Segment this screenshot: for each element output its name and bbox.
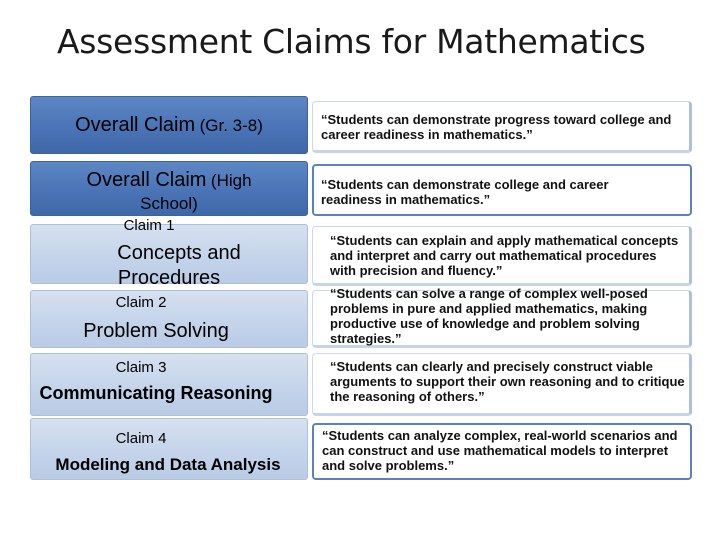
claim-1-statement-box bbox=[312, 226, 692, 286]
overall-claim-high-school-statement-box bbox=[312, 164, 692, 216]
claim-1-number: Claim 1 bbox=[123, 217, 175, 234]
claim-2-statement: “Students can solve a range of complex well-posed problems in pure and applied mathematics, making productive use of knowledge and problem solving strategies.” bbox=[330, 286, 648, 346]
claim-3-name: Communicating Reasoning bbox=[39, 383, 273, 403]
overall-claim-hs-grade-cont: School) bbox=[140, 194, 198, 213]
claim-2-number: Claim 2 bbox=[115, 294, 167, 311]
overall-claim-hs-label: Overall Claim bbox=[86, 169, 207, 191]
claim-3-box bbox=[30, 353, 308, 416]
claim-4-box bbox=[30, 418, 308, 480]
claim-3-statement: “Students can clearly and precisely construct viable arguments to support their own reasoning and to critique the reasoning of others.” bbox=[330, 359, 685, 404]
overall-claim-gr3-8-statement-box bbox=[312, 101, 692, 153]
claim-1-name-line1: Concepts and bbox=[117, 242, 241, 264]
claim-4-number: Claim 4 bbox=[115, 430, 167, 447]
claim-3-number: Claim 3 bbox=[115, 359, 167, 376]
overall-claim-grade: (Gr. 3-8) bbox=[199, 116, 263, 135]
overall-claim-label: Overall Claim bbox=[75, 114, 196, 136]
overall-claim-high-school-statement: “Students can demonstrate college and career readiness in mathematics.” bbox=[321, 177, 609, 207]
claim-3-statement-box bbox=[312, 353, 692, 416]
claim-1-box bbox=[30, 217, 308, 289]
slide-title: Assessment Claims for Mathematics bbox=[57, 22, 646, 61]
claim-2-name: Problem Solving bbox=[83, 320, 229, 342]
claim-1-name-line2: Procedures bbox=[117, 267, 221, 289]
overall-claim-high-school-box bbox=[30, 161, 308, 216]
claim-2-box bbox=[30, 290, 308, 348]
claim-1-statement: “Students can explain and apply mathematical concepts and interpret and carry out mathematical procedures with precision and fluency.” bbox=[330, 233, 679, 278]
overall-claim-hs-grade: (High bbox=[210, 171, 252, 190]
claim-2-statement-box bbox=[312, 286, 692, 348]
claim-4-statement-box bbox=[312, 423, 692, 480]
claim-4-name: Modeling and Data Analysis bbox=[55, 455, 281, 474]
claim-4-statement: “Students can analyze complex, real-world scenarios and can construct and use mathematical models to interpret and solve problems.” bbox=[322, 428, 678, 473]
overall-claim-gr3-8-box bbox=[30, 96, 308, 154]
overall-claim-gr3-8-statement: “Students can demonstrate progress toward college and career readiness in mathematics.” bbox=[321, 112, 672, 142]
